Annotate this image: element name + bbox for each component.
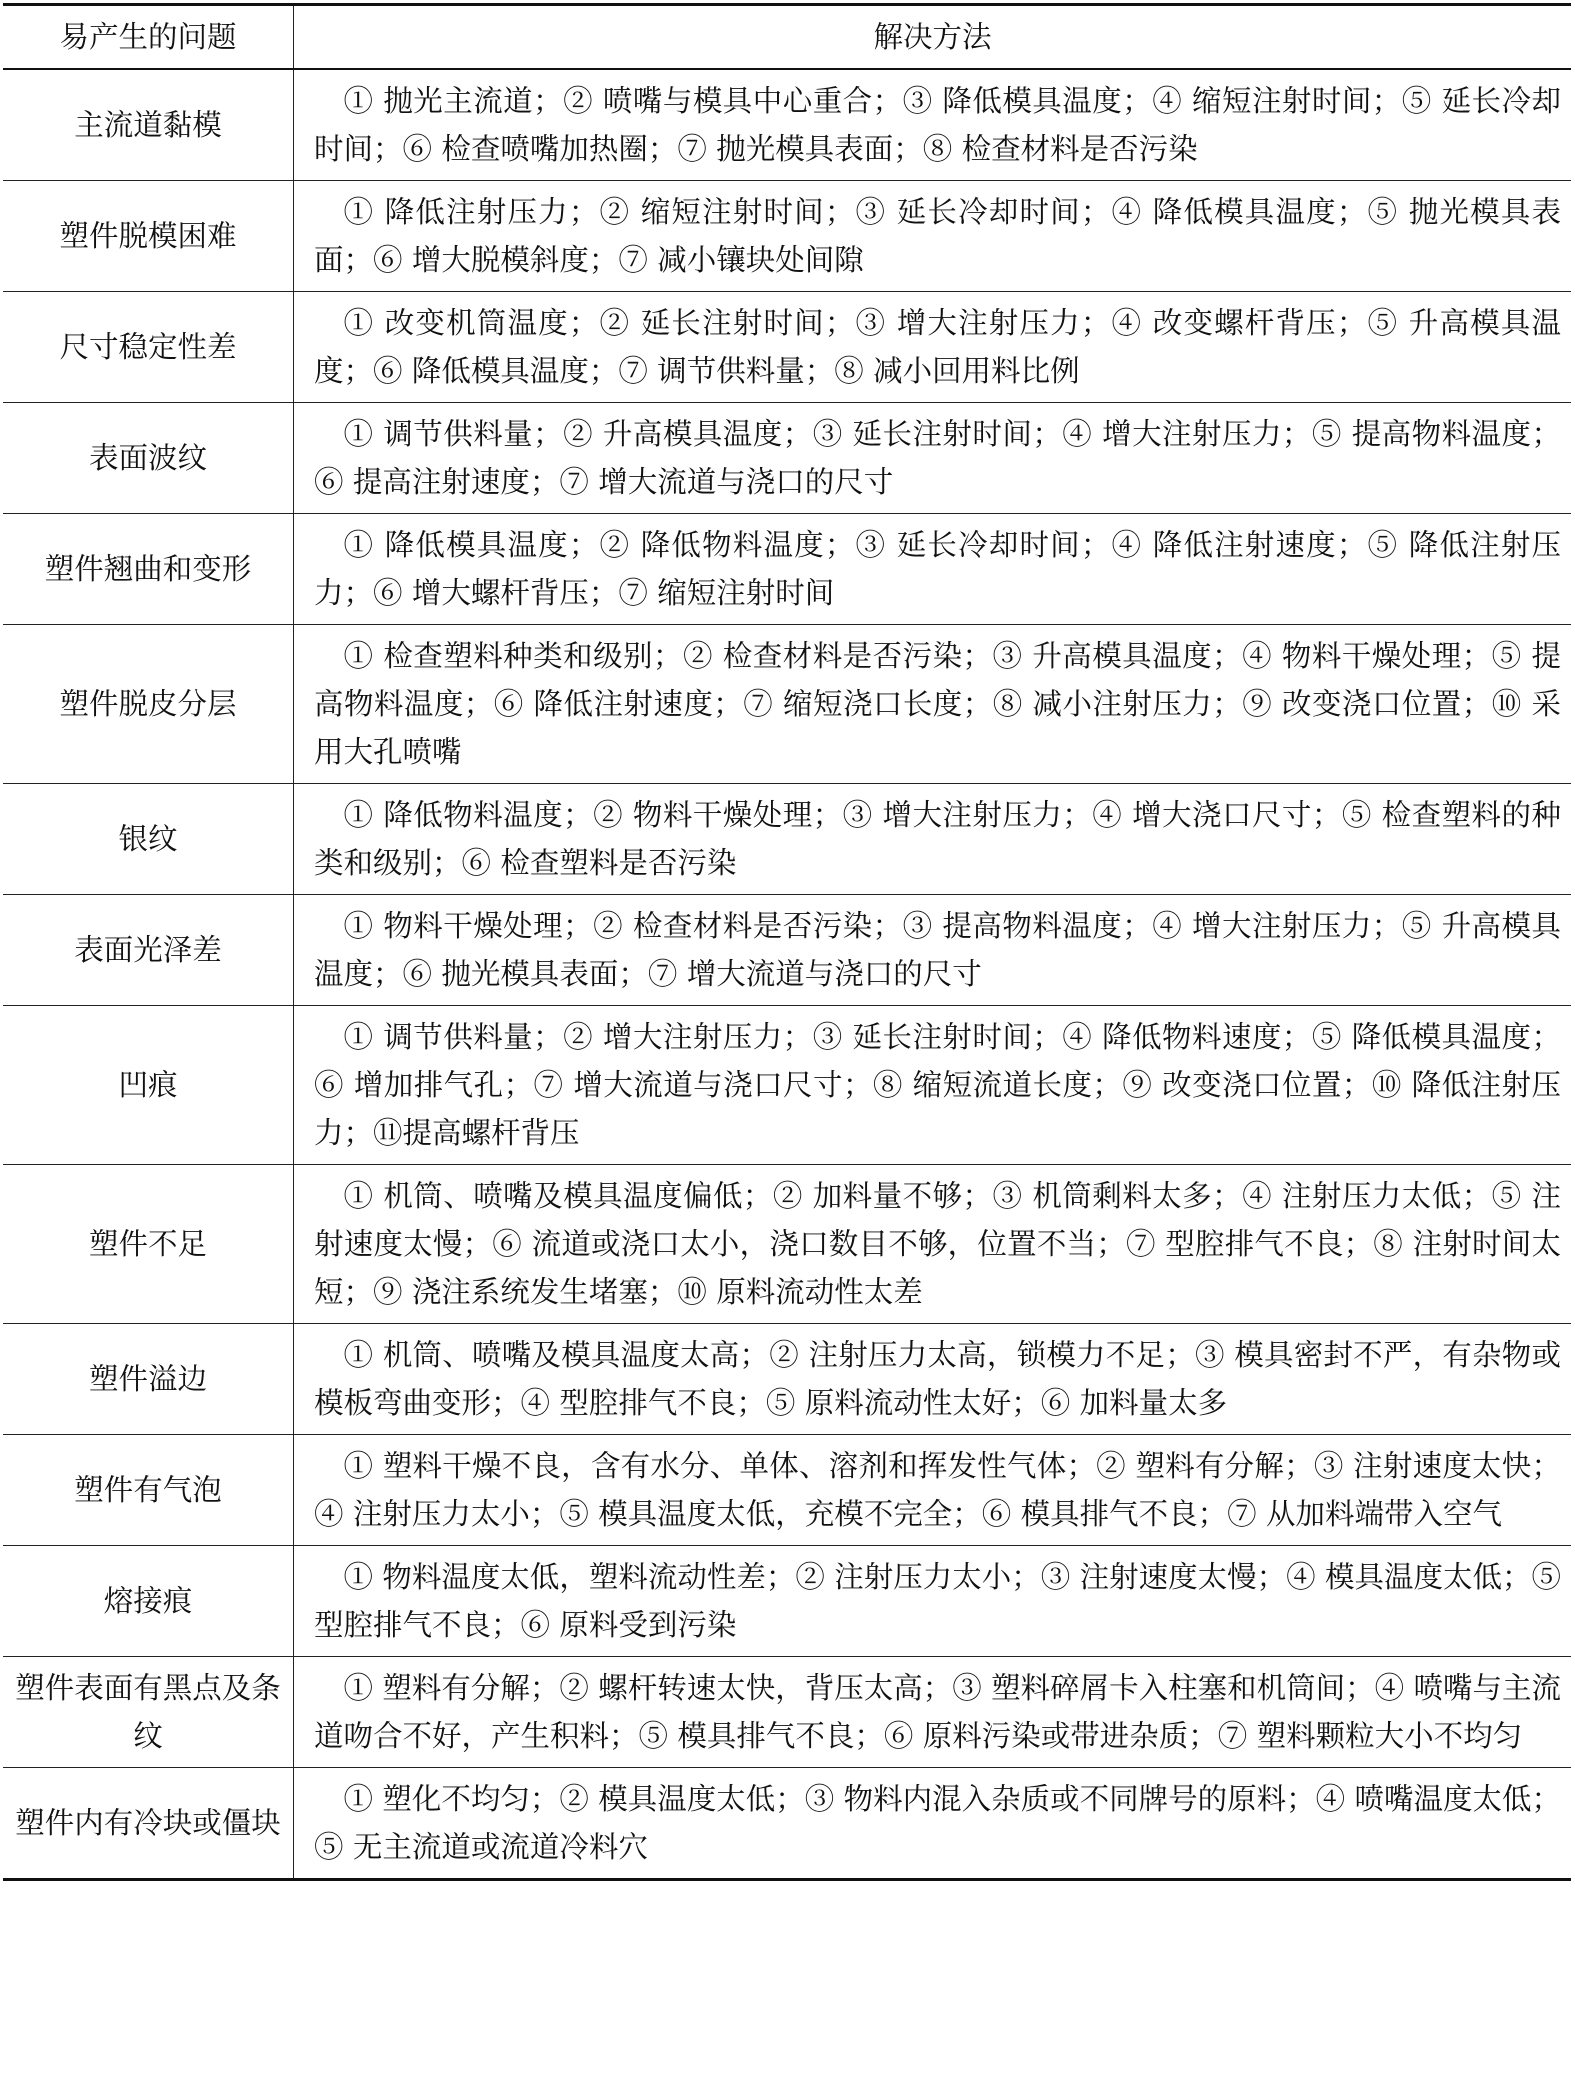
- solution-cell: [294, 1165, 1572, 1324]
- problem-cell: 表面波纹: [3, 403, 294, 514]
- solution-cell: [294, 1768, 1572, 1880]
- solution-cell: [294, 625, 1572, 784]
- solution-text: ① 检查塑料种类和级别；② 检查材料是否污染；③ 升高模具温度；④ 物料干燥处理；⑤ 提高物料温度；⑥ 降低注射速度；⑦ 缩短浇口长度；⑧ 减小注射压力；⑨ 改变浇口位置；⑩ 采用大孔喷嘴: [314, 639, 1561, 769]
- problem-cell: 熔接痕: [3, 1546, 294, 1657]
- solution-cell: [294, 1657, 1572, 1768]
- problem-cell: 塑件脱皮分层: [3, 625, 294, 784]
- table-row: [3, 514, 1571, 625]
- header-problem: 易产生的问题: [3, 5, 294, 70]
- solution-cell: [294, 514, 1572, 625]
- injection-defects-table: [3, 3, 1571, 1881]
- solution-cell: [294, 1324, 1572, 1435]
- table-row: [3, 1324, 1571, 1435]
- solution-cell: [294, 1546, 1572, 1657]
- problem-cell: 银纹: [3, 784, 294, 895]
- problem-cell: 塑件溢边: [3, 1324, 294, 1435]
- solution-cell: [294, 292, 1572, 403]
- solution-text: ① 抛光主流道；② 喷嘴与模具中心重合；③ 降低模具温度；④ 缩短注射时间；⑤ 延长冷却时间；⑥ 检查喷嘴加热圈；⑦ 抛光模具表面；⑧ 检查材料是否污染: [314, 84, 1561, 166]
- table-row: [3, 784, 1571, 895]
- solution-text: ① 塑料干燥不良，含有水分、单体、溶剂和挥发性气体；② 塑料有分解；③ 注射速度太快；④ 注射压力太小；⑤ 模具温度太低，充模不完全；⑥ 模具排气不良；⑦ 从加料端带入空气: [314, 1449, 1561, 1531]
- problem-cell: 塑件表面有黑点及条纹: [3, 1657, 294, 1768]
- solution-text: ① 降低物料温度；② 物料干燥处理；③ 增大注射压力；④ 增大浇口尺寸；⑤ 检查塑料的种类和级别；⑥ 检查塑料是否污染: [314, 798, 1561, 880]
- solution-text: ① 塑料有分解；② 螺杆转速太快，背压太高；③ 塑料碎屑卡入柱塞和机筒间；④ 喷嘴与主流道吻合不好，产生积料；⑤ 模具排气不良；⑥ 原料污染或带进杂质；⑦ 塑料颗粒大小不均匀: [314, 1671, 1562, 1753]
- problem-cell: 塑件翘曲和变形: [3, 514, 294, 625]
- solution-cell: [294, 181, 1572, 292]
- header-solution: 解决方法: [294, 5, 1572, 70]
- table-row: [3, 292, 1571, 403]
- solution-text: ① 调节供料量；② 升高模具温度；③ 延长注射时间；④ 增大注射压力；⑤ 提高物料温度；⑥ 提高注射速度；⑦ 增大流道与浇口的尺寸: [314, 417, 1561, 499]
- solution-text: ① 机筒、喷嘴及模具温度太高；② 注射压力太高，锁模力不足；③ 模具密封不严，有杂物或模板弯曲变形；④ 型腔排气不良；⑤ 原料流动性太好；⑥ 加料量太多: [314, 1338, 1561, 1420]
- solution-cell: [294, 1435, 1572, 1546]
- solution-cell: [294, 69, 1572, 181]
- solution-text: ① 改变机筒温度；② 延长注射时间；③ 增大注射压力；④ 改变螺杆背压；⑤ 升高模具温度；⑥ 降低模具温度；⑦ 调节供料量；⑧ 减小回用料比例: [314, 306, 1561, 388]
- table-row: [3, 1435, 1571, 1546]
- table-row: [3, 181, 1571, 292]
- solution-cell: [294, 895, 1572, 1006]
- table-row: [3, 69, 1571, 181]
- table-row: [3, 1006, 1571, 1165]
- table-row: [3, 1768, 1571, 1880]
- problem-cell: 表面光泽差: [3, 895, 294, 1006]
- problem-cell: 塑件内有冷块或僵块: [3, 1768, 294, 1880]
- solution-cell: [294, 403, 1572, 514]
- table-row: [3, 1546, 1571, 1657]
- solution-text: ① 降低注射压力；② 缩短注射时间；③ 延长冷却时间；④ 降低模具温度；⑤ 抛光模具表面；⑥ 增大脱模斜度；⑦ 减小镶块处间隙: [314, 195, 1561, 277]
- solution-text: ① 物料温度太低，塑料流动性差；② 注射压力太小；③ 注射速度太慢；④ 模具温度太低；⑤ 型腔排气不良；⑥ 原料受到污染: [314, 1560, 1562, 1642]
- problem-cell: 塑件有气泡: [3, 1435, 294, 1546]
- solution-text: ① 机筒、喷嘴及模具温度偏低；② 加料量不够；③ 机筒剩料太多；④ 注射压力太低；⑤ 注射速度太慢；⑥ 流道或浇口太小，浇口数目不够，位置不当；⑦ 型腔排气不良；⑧ 注射时间太短；⑨ 浇注系统发生堵塞；⑩ 原料流动性太差: [314, 1179, 1561, 1309]
- problem-cell: 塑件不足: [3, 1165, 294, 1324]
- solution-text: ① 塑化不均匀；② 模具温度太低；③ 物料内混入杂质或不同牌号的原料；④ 喷嘴温度太低；⑤ 无主流道或流道冷料穴: [314, 1782, 1562, 1864]
- solution-cell: [294, 784, 1572, 895]
- solution-text: ① 物料干燥处理；② 检查材料是否污染；③ 提高物料温度；④ 增大注射压力；⑤ 升高模具温度；⑥ 抛光模具表面；⑦ 增大流道与浇口的尺寸: [314, 909, 1561, 991]
- table-row: [3, 895, 1571, 1006]
- problem-cell: 塑件脱模困难: [3, 181, 294, 292]
- table-row: [3, 1657, 1571, 1768]
- problem-cell: 凹痕: [3, 1006, 294, 1165]
- table-row: [3, 625, 1571, 784]
- problem-cell: 主流道黏模: [3, 69, 294, 181]
- solution-cell: [294, 1006, 1572, 1165]
- table-row: [3, 403, 1571, 514]
- solution-text: ① 降低模具温度；② 降低物料温度；③ 延长冷却时间；④ 降低注射速度；⑤ 降低注射压力；⑥ 增大螺杆背压；⑦ 缩短注射时间: [314, 528, 1561, 610]
- solution-text: ① 调节供料量；② 增大注射压力；③ 延长注射时间；④ 降低物料速度；⑤ 降低模具温度；⑥ 增加排气孔；⑦ 增大流道与浇口尺寸；⑧ 缩短流道长度；⑨ 改变浇口位置；⑩ 降低注射压力；⑪提高螺杆背压: [314, 1020, 1561, 1150]
- table-header-row: [3, 5, 1571, 70]
- table-row: [3, 1165, 1571, 1324]
- problem-cell: 尺寸稳定性差: [3, 292, 294, 403]
